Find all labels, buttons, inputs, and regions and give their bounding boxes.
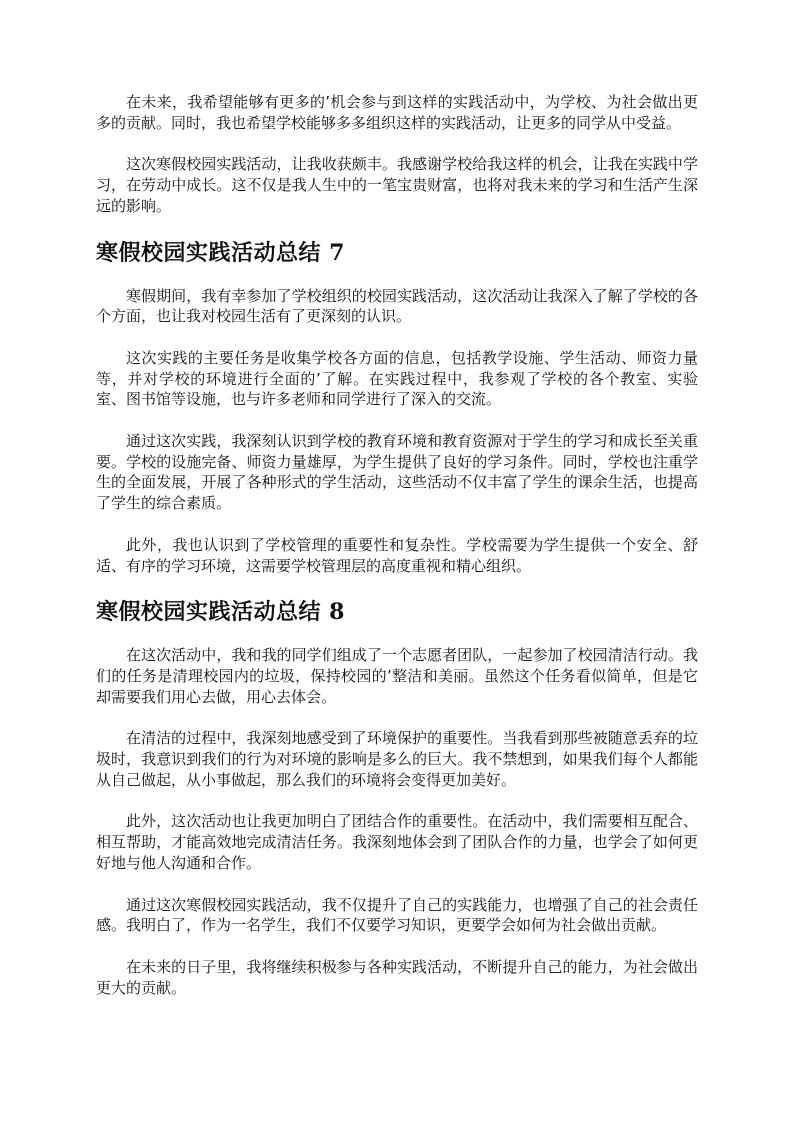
paragraph: 通过这次实践，我深刻认识到学校的教育环境和教育资源对于学生的学习和成长至关重要。学校的设施完备、师资力量雄厚，为学生提供了良好的学习条件。同时，学校也注重学生的全面发展，开展了各种形式的学生活动，这些活动不仅丰富了学生的课余生活，也提高了学生的综合素质。 — [96, 432, 698, 513]
paragraph: 这次实践的主要任务是收集学校各方面的信息，包括教学设施、学生活动、师资力量等，并对学校的环境进行全面的’了解。在实践过程中，我参观了学校的各个教室、实验室、图书馆等设施，也与许多老师和同学进行了深入的交流。 — [96, 348, 698, 409]
paragraph: 通过这次寒假校园实践活动，我不仅提升了自己的实践能力，也增强了自己的社会责任感。我明白了，作为一名学生，我们不仅要学习知识，更要学会如何为社会做出贡献。 — [96, 895, 698, 935]
section-heading: 寒假校园实践活动总结 8 — [96, 599, 345, 626]
paragraph: 此外，这次活动也让我更加明白了团结合作的重要性。在活动中，我们需要相互配合、相互帮助，才能高效地完成清洁任务。我深刻地体会到了团队合作的力量，也学会了如何更好地与他人沟通和合作。 — [96, 812, 698, 872]
paragraph: 在这次活动中，我和我的同学们组成了一个志愿者团队，一起参加了校园清洁行动。我们的任务是清理校园内的垃圾，保持校园的’整洁和美丽。虽然这个任务看似简单，但是它却需要我们用心去做，用心去体会。 — [96, 646, 698, 706]
intro-section — [96, 92, 698, 217]
paragraph: 这次寒假校园实践活动，让我收获颇丰。我感谢学校给我这样的机会，让我在实践中学习，在劳动中成长。这不仅是我人生中的一笔宝贵财富，也将对我未来的学习和生活产生深远的影响。 — [96, 155, 698, 215]
paragraph: 在未来，我希望能够有更多的’机会参与到这样的实践活动中，为学校、为社会做出更多的贡献。同时，我也希望学校能够多多组织这样的实践活动，让更多的同学从中受益。 — [96, 93, 698, 132]
section-heading: 寒假校园实践活动总结 7 — [96, 239, 345, 266]
section-8 — [96, 597, 698, 998]
document-page — [96, 92, 698, 1019]
paragraph: 在未来的日子里，我将继续积极参与各种实践活动，不断提升自己的能力，为社会做出更大的贡献。 — [96, 957, 698, 997]
section-7 — [96, 238, 698, 577]
paragraph: 寒假期间，我有幸参加了学校组织的校园实践活动，这次活动让我深入了解了学校的各个方面，也让我对校园生活有了更深刻的认识。 — [96, 286, 698, 326]
paragraph: 此外，我也认识到了学校管理的重要性和复杂性。学校需要为学生提供一个安全、舒适、有序的学习环境，这需要学校管理层的高度重视和精心组织。 — [96, 535, 698, 575]
paragraph: 在清洁的过程中，我深刻地感受到了环境保护的重要性。当我看到那些被随意丢弃的垃圾时，我意识到我们的行为对环境的影响是多么的巨大。我不禁想到，如果我们每个人都能从自己做起，从小事做起，那么我们的环境将会变得更加美好。 — [96, 729, 698, 789]
